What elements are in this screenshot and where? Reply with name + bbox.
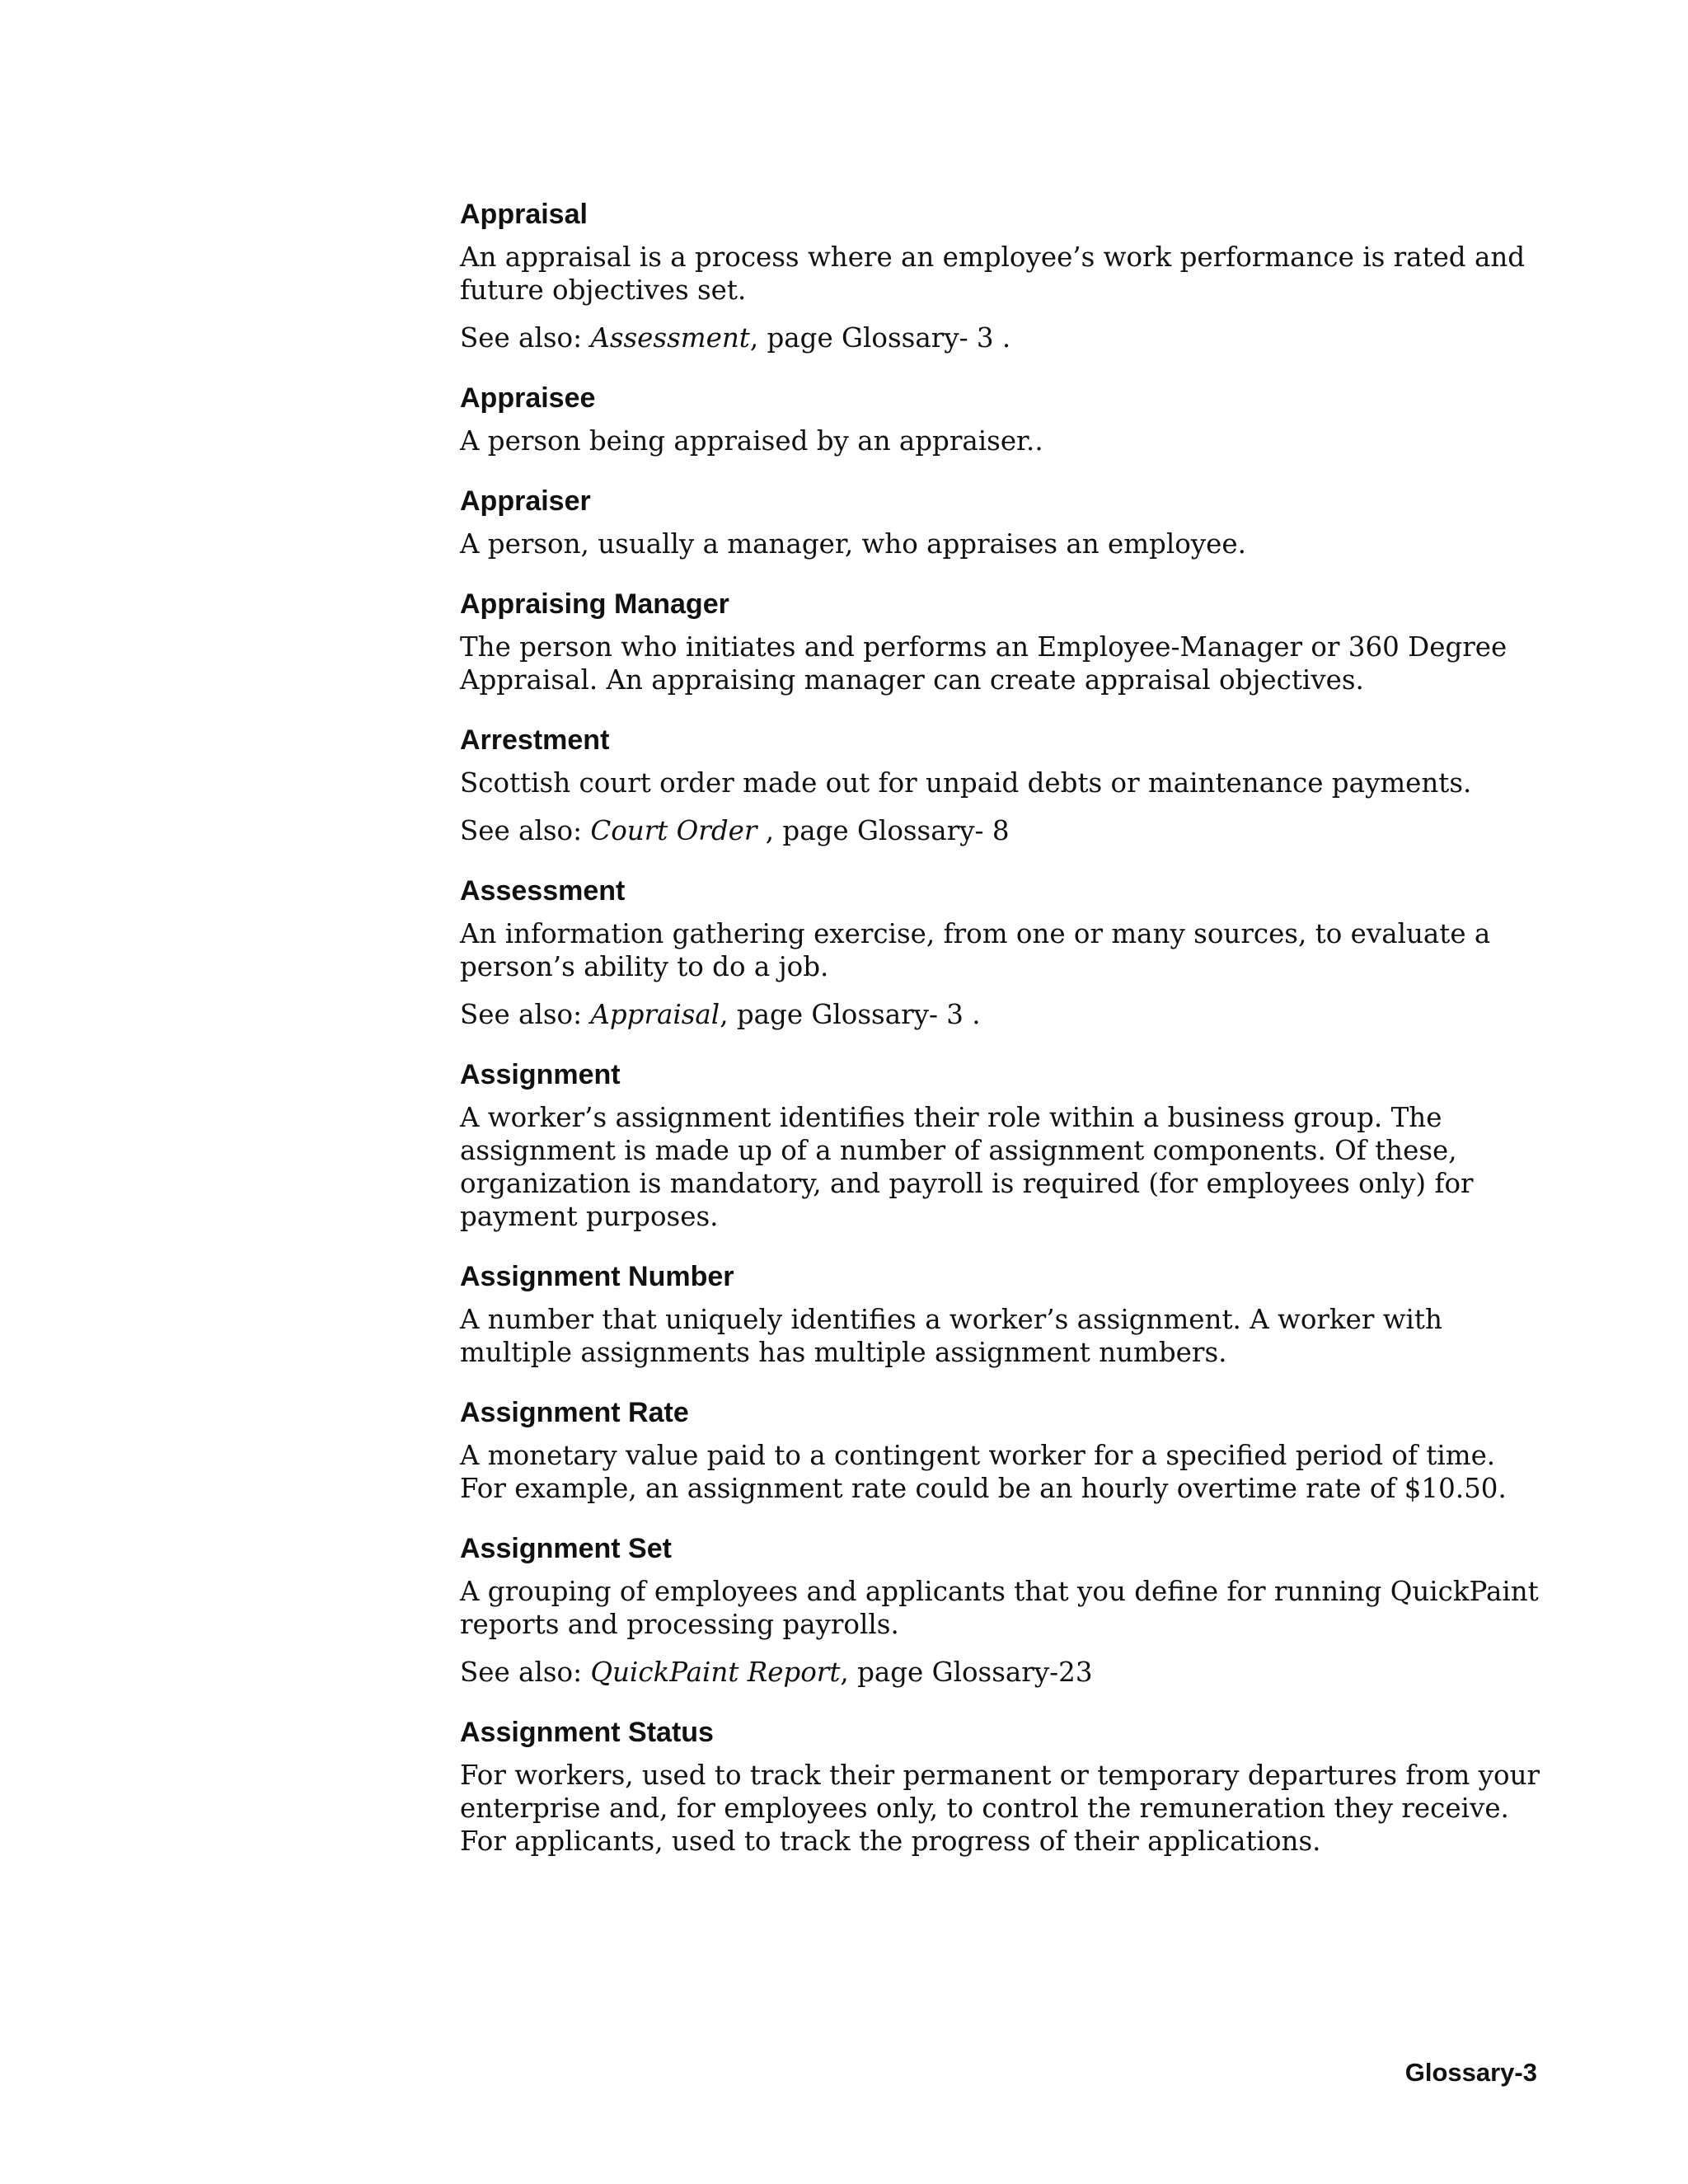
- see-also-reference[interactable]: Appraisal: [590, 999, 720, 1030]
- glossary-definition: An appraisal is a process where an employee’s work performance is rated and future objectives set.: [460, 241, 1526, 306]
- glossary-term: Assignment Rate: [460, 1397, 689, 1428]
- page-number: Glossary-3: [1404, 2058, 1537, 2087]
- glossary-entry-appraisee: [460, 382, 1548, 457]
- glossary-definition: A monetary value paid to a contingent worker for a specified period of time. For example, an assignment rate could be an hourly overtime rate of $10.50.: [460, 1440, 1507, 1504]
- see-also: [460, 1656, 1548, 1689]
- glossary-entry-assessment: [460, 874, 1548, 1031]
- glossary-definition: The person who initiates and performs an Employee-Manager or 360 Degree Appraisal. An appraising manager can create appraisal objectives.: [460, 631, 1507, 696]
- glossary-definition: A grouping of employees and applicants that you define for running QuickPaint reports and processing payrolls.: [460, 1576, 1539, 1640]
- glossary-term: Assignment Status: [460, 1717, 714, 1748]
- glossary-entry-assignment-rate: [460, 1396, 1548, 1505]
- glossary-term: Appraiser: [460, 485, 591, 517]
- see-also-page: , page Glossary- 3 .: [749, 322, 1011, 354]
- see-also: [460, 321, 1548, 354]
- see-also-page: , page Glossary-23: [840, 1657, 1093, 1688]
- glossary-term: Assignment: [460, 1059, 621, 1090]
- glossary-term: Assignment Number: [460, 1261, 734, 1292]
- see-also-page: , page Glossary- 8: [765, 815, 1010, 846]
- glossary-definition: A worker’s assignment identifies their role within a business group. The assignment is made up of a number of assignment components. Of these, organization is mandatory, and payroll is required (for employees only) for payment purposes.: [460, 1102, 1474, 1232]
- glossary-entry-assignment-number: [460, 1260, 1548, 1369]
- see-also-prefix: See also:: [460, 322, 591, 354]
- glossary-term: Assignment Set: [460, 1533, 672, 1564]
- glossary-entry-appraising-manager: [460, 588, 1548, 696]
- glossary-entry-assignment-status: [460, 1716, 1548, 1858]
- see-also-reference[interactable]: QuickPaint Report: [590, 1657, 841, 1688]
- glossary-entry-assignment: [460, 1058, 1548, 1233]
- see-also-prefix: See also:: [460, 815, 591, 846]
- see-also-page: , page Glossary- 3 .: [720, 999, 981, 1030]
- see-also: [460, 998, 1548, 1031]
- see-also-prefix: See also:: [460, 1657, 591, 1688]
- glossary-term: Arrestment: [460, 724, 610, 756]
- glossary-definition: A number that uniquely identifies a worker’s assignment. A worker with multiple assignments has multiple assignment numbers.: [460, 1304, 1442, 1368]
- glossary-definition: An information gathering exercise, from one or many sources, to evaluate a person’s ability to do a job.: [460, 918, 1491, 982]
- see-also-reference[interactable]: Court Order: [590, 815, 766, 846]
- glossary-definition: A person being appraised by an appraiser..: [460, 425, 1043, 457]
- glossary-term: Appraising Manager: [460, 588, 729, 620]
- glossary-entry-assignment-set: [460, 1532, 1548, 1689]
- glossary-definition: For workers, used to track their permanent or temporary departures from your enterprise and, for employees only, to control the remuneration they receive. For applicants, used to track the progress of their applications.: [460, 1760, 1540, 1857]
- glossary-term: Appraisee: [460, 382, 596, 414]
- glossary-content: [460, 198, 1548, 1858]
- glossary-entry-arrestment: [460, 724, 1548, 847]
- glossary-entry-appraisal: [460, 198, 1548, 354]
- see-also: [460, 814, 1548, 847]
- see-also-prefix: See also:: [460, 999, 591, 1030]
- glossary-definition: A person, usually a manager, who appraises an employee.: [460, 528, 1246, 560]
- glossary-definition: Scottish court order made out for unpaid debts or maintenance payments.: [460, 767, 1472, 799]
- glossary-term: Appraisal: [460, 199, 588, 230]
- see-also-reference[interactable]: Assessment: [590, 322, 750, 354]
- glossary-term: Assessment: [460, 875, 626, 907]
- glossary-entry-appraiser: [460, 485, 1548, 560]
